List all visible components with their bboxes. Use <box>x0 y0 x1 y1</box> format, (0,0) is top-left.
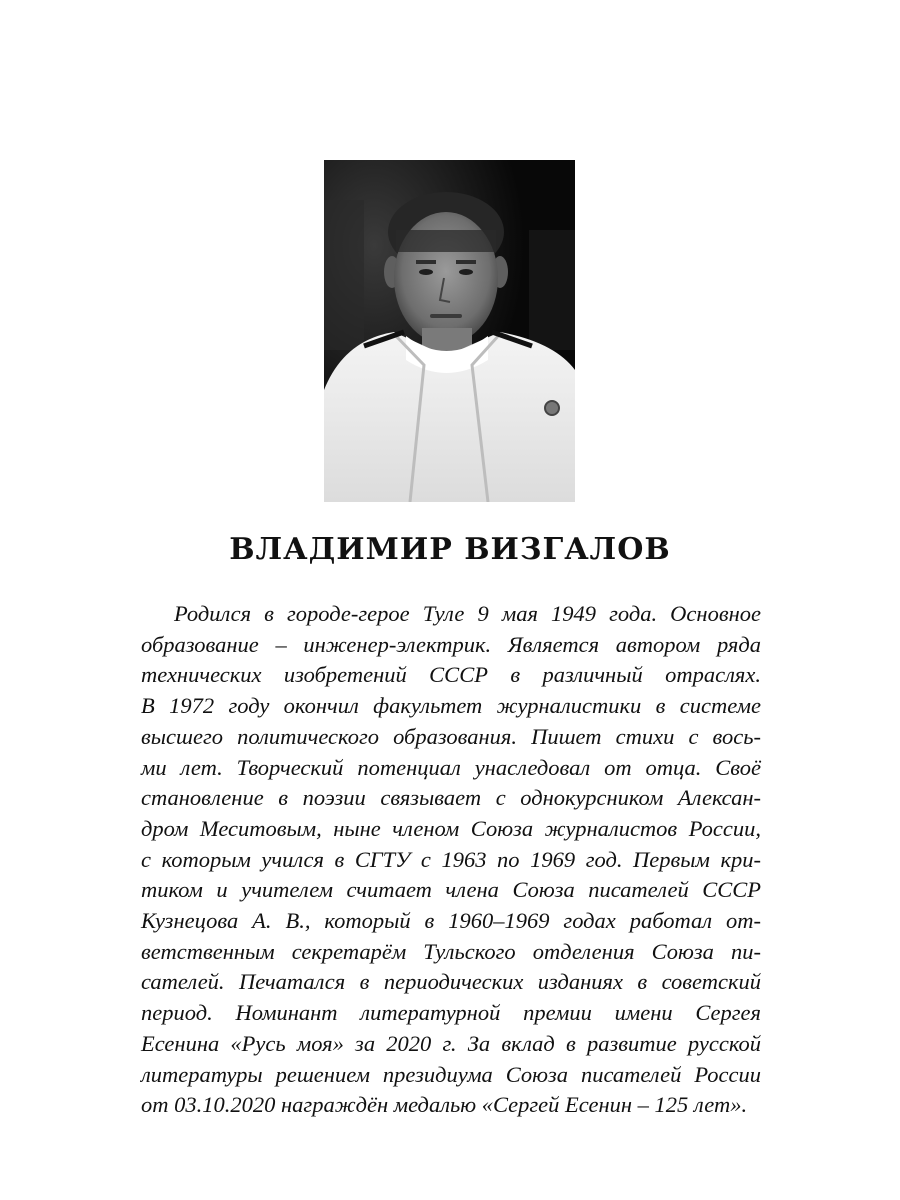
bio-line: дром Меситовым, ныне членом Союза журналистов России, <box>141 815 761 841</box>
bio-line: сателей. Печатался в периодических изданиях в советский <box>141 969 761 995</box>
bio-line: образование – инженер-электрик. Является автором ряда <box>141 631 761 657</box>
bio-line: литературы решением президиума Союза писателей России <box>141 1061 761 1087</box>
bio-line: В 1972 году окончил факультет журналистики в системе <box>141 693 761 719</box>
bio-line: ветственным секретарём Тульского отделения Союза пи- <box>141 938 761 964</box>
bio-line: от 03.10.2020 награждён медалью «Сергей Есенин – 125 лет». <box>141 1092 748 1118</box>
bio-line: Кузнецова А. В., который в 1960–1969 годах работал от- <box>141 908 761 934</box>
bio-line: технических изобретений СССР в различный отраслях. <box>141 662 761 688</box>
author-portrait <box>324 160 575 502</box>
bio-line: период. Номинант литературной премии имени Сергея <box>141 1000 761 1026</box>
bio-line: ми лет. Творческий потенциал унаследовал от отца. Своё <box>141 754 761 780</box>
portrait-photo <box>324 160 575 502</box>
bio-line: Есенина «Русь моя» за 2020 г. За вклад в развитие русской <box>141 1030 761 1056</box>
author-biography <box>141 599 761 1121</box>
bio-line: с которым учился в СГТУ с 1963 по 1969 год. Первым кри- <box>141 846 761 872</box>
bio-line: тиком и учителем считает члена Союза писателей СССР <box>141 877 761 903</box>
author-name-heading: ВЛАДИМИР ВИЗГАЛОВ <box>229 532 671 567</box>
bio-line: Родился в городе-герое Туле 9 мая 1949 года. Основное <box>174 601 761 626</box>
bio-line: высшего политического образования. Пишет стихи с вось- <box>141 723 761 749</box>
bio-line: становление в поэзии связывает с однокурсником Алексан- <box>141 785 761 811</box>
